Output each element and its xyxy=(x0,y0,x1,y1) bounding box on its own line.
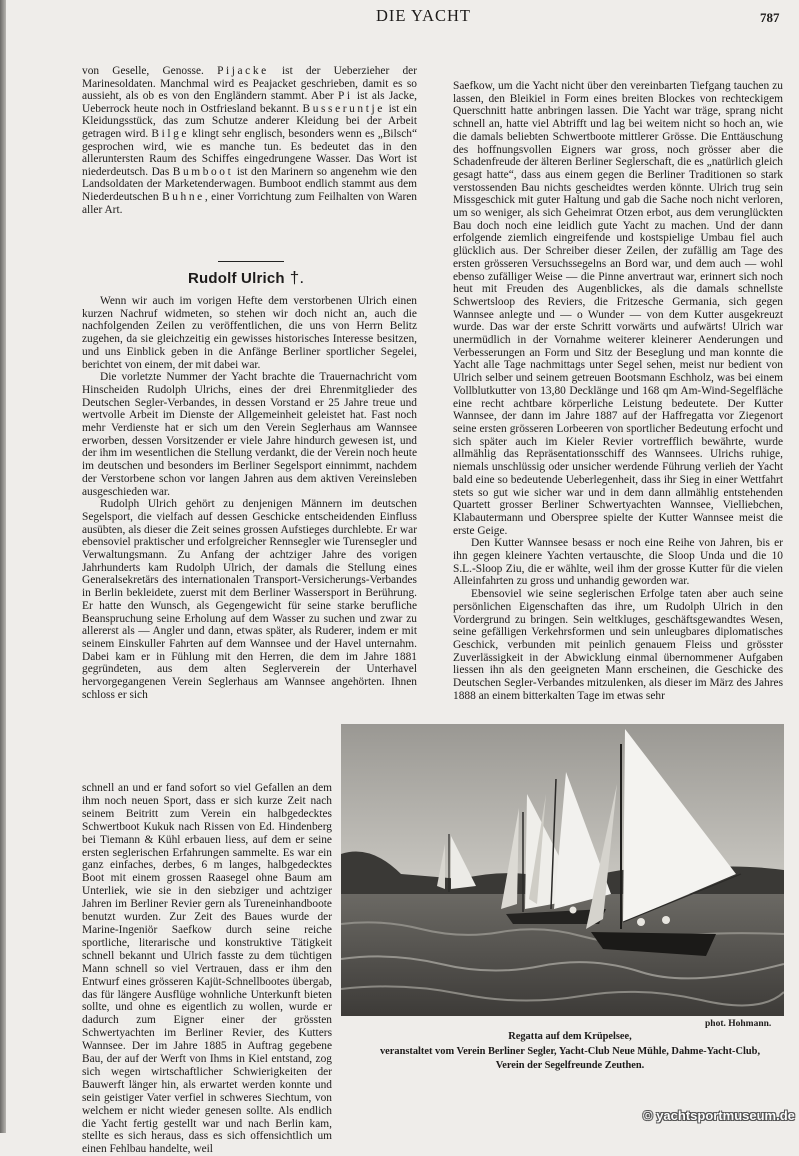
figure-caption xyxy=(340,1030,799,1074)
text: klingt sehr englisch, besonders wenn es „Bilsch“ gesprochen wird, wie es manche tun. Es bedeutet das in den alleruntersten Raum des Schiffes eingedrungene Wasser. Das Wort ist niederdeutsch. Das xyxy=(82,127,417,178)
copyright-watermark: © yachtsportmuseum.de xyxy=(643,1108,795,1123)
journal-title: DIE YACHT xyxy=(376,6,472,25)
page-binding-edge xyxy=(0,0,6,1133)
glossary-paragraph xyxy=(82,65,417,216)
text: ist ein Kleidungsstück, das zum Schutze anderer Kleidung bei der Arbeit getragen wird. xyxy=(82,102,418,140)
text: ist den Marinern so angenehm wie den Landsoldaten der Marketenderwagen. Bumboot endlich stammt aus dem Niederdeutschen xyxy=(82,165,418,203)
text: ist der Ueberzieher der Marinesoldaten. Manchmal wird es Peajacket geschrieben, damit es so aussieht, als ob es von den Engländern stammt. Aber xyxy=(82,65,417,103)
sailing-yachts-image xyxy=(341,724,784,1016)
paragraph: Den Kutter Wannsee besass er noch eine Reihe von Jahren, bis er ihn gegen kleinere Yachten vertauschte, die Sloop Unda und die 10 S.L.-Sloop Ziu, die er wählte, weil ihm der grosse Kutter für die vielen Alleinfahrten zu gross und unhandig geworden war. xyxy=(453,537,783,588)
term-buhne: Buhne xyxy=(162,190,205,203)
paragraph: Rudolph Ulrich gehört zu denjenigen Männern im deutschen Segelsport, die vielfach auf dessen Geschicke entscheidenden Einfluss ausübten, als dieser die Zeit seines grossen Aufstieges durchlebte. Er war ebensoviel praktischer und erfolgreicher Rennsegler wie Turensegler und Verwaltungsmann. Zu Anfang der achtziger Jahre des vorigen Jahrhunderts kam Rudolph Ulrich, der damals die Stellung eines Generalsekretärs des internationalen Transport-Versicherungs-Verbandes in Berlin bekleidete, zuerst mit dem Berliner Wassersport in Berührung. Er hatte den Wunsch, als Gegengewicht für seine starke berufliche Beanspruchung seine Erholung auf dem Wasser zu suchen und zwar zu allererst als — Angler und dann, etwas später, als Ruderer, indem er mit seinem Einskuller Fahrten auf dem Wannsee und der Havel unternahm. Dabei kam er in Fühlung mit den Herren, die dem im Jahre 1881 gegründeten, aus dem alten Seglerverein der Unterhavel hervorgegangenen Verein Seglerhaus am Wannsee angehörten. Ihnen schloss er sich xyxy=(82,498,417,701)
cross-icon: †. xyxy=(289,268,305,287)
paragraph: Die vorletzte Nummer der Yacht brachte die Trauernachricht vom Hinscheiden Rudolph Ulrichs, eines der drei Ehrenmitglieder des Deutschen Segler-Verbandes, in dessen Vorstand er 25 Jahre treue und wertvolle Arbeit im Dienste der Allgemeinheit geleistet hat. Fast noch mehr Verdienste hat er sich um den Verein Seglerhaus am Wannsee erworben, dessen Vorsitzender er viele Jahre hindurch gewesen ist, und der ihm im wesentlichen die Stellung verdankt, die der Verein noch heute im deutschen und besonders im Berliner Segelsport einnimmt, nachdem der Verstorbene schon vor langen Jahren aus dem aktiven Vereinsleben ausgeschieden war. xyxy=(82,371,417,498)
text: ist als Jacke, Ueberrock heute noch in Ostfriesland bekannt. xyxy=(82,90,417,115)
text: von Geselle, Genosse. xyxy=(82,65,218,77)
page-number: 787 xyxy=(760,10,780,25)
regatta-photograph xyxy=(341,724,784,1016)
article-column-left xyxy=(82,295,417,702)
paragraph: Saefkow, um die Yacht nicht über den vereinbarten Tiefgang tauchen zu lassen, den Bleikiel in Form eines breiten Blockes von rechteckigem Querschnitt hatte anbringen lassen. Die Yacht war träge, sprang nicht schnell an, hatte viel Abtrifft und lag bei weitem nicht so hoch an, wie die damals beliebten Schwertboote mittlerer Grösse. Die Enttäuschung des hoffnungsvollen Eigners war gross, noch grösser aber die Schadenfreude der älteren Berliner Seglerschaft, die es „natürlich gleich gesagt hatte“, dass aus einem gegen die Berliner Traditionen so stark verstossenden Bau nichts gescheidtes werden könnte. Ulrich trug sein Missgeschick mit guter Haltung und gab die Sache noch nicht verloren, um so weniger, als sich Geheimrat Otzen erbot, aus dem verunglückten Bau doch noch eine leidlich gute Yacht zu machen. Und der dann erfolgende ziemlich eingreifende und kostspielige Umbau fiel auch glücklich aus. Der Schreiber dieser Zeilen, der zufällig am Tage des ersten grösseren Versuchssegelns an Bord war, und dem auch — wohl ebenso zufälliger Weise — die Pinne anvertraut war, erinnert sich noch heut mit Freuden des Augenblickes, als die damals schnellste Schwertsloop des Reviers, die Fritzesche Germania, sich gegen Wannsee anlegte und — o Wunder — von dem Kutter ausgekreuzt wurde. Das war der erste Schritt vorwärts und aufwärts! Ulrich war unermüdlich in der Vornahme weiterer kleinerer Aenderungen und Verbesserungen an Form und Sitz der Beseglung und man konnte die Yacht alle Tage nachmittags unter Segel sehen, meist nur bedient von Ulrich selber und seinem getreuen Bootsmann Eschholz, was bei einem Vollblutkutter von 13,80 Decklänge und 168 qm Am-Wind-Segelfläche eine recht achtbare körperliche Leistung bedeutete. Der Kutter Wannsee, der dann im Jahre 1887 auf der Haffregatta vor Ziegenort seine ersten grösseren Lorbeeren von sportlicher Bedeutung erfocht und sich später auch im Kieler Revier vortrefflich bewährte, wurde allmählig das Repräsentationsschiff des Wannsees. Ulrichs ruhige, niemals unschlüssig oder unsicher werdende Führung verlieh der Yacht bald eine so bedeutende Ueberlegenheit, dass ihr Sieg in einer Wettfahrt stets so gut wie sicher war und in dem dann allmählig entstehenden Quartett grosser Berliner Schwertyachten Wannsee, Vielliebchen, Klabautermann und Oberspree spielte der Kutter Wannsee meist die erste Geige. xyxy=(453,80,783,537)
article-title xyxy=(188,268,304,288)
term-pi: Pi xyxy=(337,90,353,103)
term-bumboot: Bumboot xyxy=(172,165,234,178)
term-busseruntje: Busseruntje xyxy=(302,102,385,115)
text: , einer Vorrichtung zum Feilhalten von Waren aller Art. xyxy=(82,190,417,216)
article-column-right xyxy=(453,80,783,702)
term-pijacke: Pijacke xyxy=(217,65,269,77)
paragraph: Wenn wir auch im vorigen Hefte dem verstorbenen Ulrich einen kurzen Nachruf widmeten, so stehen wir doch nicht an, auch die nachfolgenden Zeilen zu veröffentlichen, die uns von Herrn Belitz zugehen, da sie gleichzeitig ein gewisses historisches Interesse besitzen, und uns Einblick geben in die Anfänge Berliner sportlicher Segelei, berichtet von einem, der mit dabei war. xyxy=(82,295,417,371)
term-bilge: Bilge xyxy=(151,127,190,140)
caption-line: Regatta auf dem Krüpelsee, xyxy=(508,1031,632,1042)
paragraph: schnell an und er fand sofort so viel Gefallen an dem ihm noch neuen Sport, dass er sich kurze Zeit nach seinem Beitritt zum Verein ein halbgedecktes Schwertboot Kukuk nach Rissen von Ed. Hindenberg bei Tiemann & Kühl erbauen liess, auf dem er seine ersten seglerischen Erfahrungen sammelte. Es war ein ganz einfaches, derbes, 6 m langes, halbgedecktes Boot mit einem grossen Raasegel ohne Baum am Unterliek, wie sie in den siebziger und achtziger Jahren im Berliner Revier gern als Tureneinhandboote benutzt wurden. Zur Zeit des Baues wurde der Marine-Ingeniör Saefkow durch seine reiche sportliche, literarische und konstruktive Tätigkeit schnell bekannt und Ulrich fasste zu dem tüchtigen Mann schnell so viel Vertrauen, dass er ihm den Entwurf eines grösseren Kajüt-Schnellbootes übergab, das für längere Ausflüge wohnliche Unterkunft bieten sollte, und ohne es eigentlich zu wollen, wurde er dadurch zum Eigner einer der grössten Schwertyachten im Berliner Revier, des Kutters Wannsee. Der im Jahre 1885 in Auftrag gegebene Bau, der auf der Werft von Ihms in Kiel entstand, zog sich wegen wirtschaftlicher Schwierigkeiten der Bauwerft länger hin, als erwartet werden konnte und sein geistiger Vater verfiel in schweres Siechtum, von welchem er nicht wieder genesen sollte. Als endlich die Yacht fertig gestellt war und nach Berlin kam, stellte es sich heraus, dass es sich offensichtlich um einen Fehlbau handelte, weil xyxy=(82,782,332,1156)
caption-line: veranstaltet vom Verein Berliner Segler, Yacht-Club Neue Mühle, Dahme-Yacht-Club, xyxy=(379,1045,761,1057)
article-title-text: Rudolf Ulrich xyxy=(188,270,285,287)
paragraph: Ebensoviel wie seine seglerischen Erfolge taten aber auch seine persönlichen Eigenschaften das ihre, um Rudolph Ulrich in den Vordergrund zu bringen. Sein weltkluges, geschäftsgewandtes Wesen, seine gefälligen Verkehrsformen und sein unleugbares diplomatisches Geschick, verbunden mit peinlich genauem Fleiss und grösster Zuverlässigkeit in der Abwicklung einmal übernommener Aufgaben liessen ihn als den geeigneten Mann erscheinen, die Geschicke des Deutschen Segler-Verbandes mitzulenken, als dieser im März des Jahres 1888 an einem bitterkalten Tage im etwas sehr xyxy=(453,588,783,702)
section-divider xyxy=(218,261,284,262)
running-header xyxy=(0,4,799,28)
caption-line: Verein der Segelfreunde Zeuthen. xyxy=(495,1060,645,1071)
photo-credit: phot. Hohmann. xyxy=(705,1019,772,1029)
article-column-left-narrow xyxy=(82,782,332,1156)
